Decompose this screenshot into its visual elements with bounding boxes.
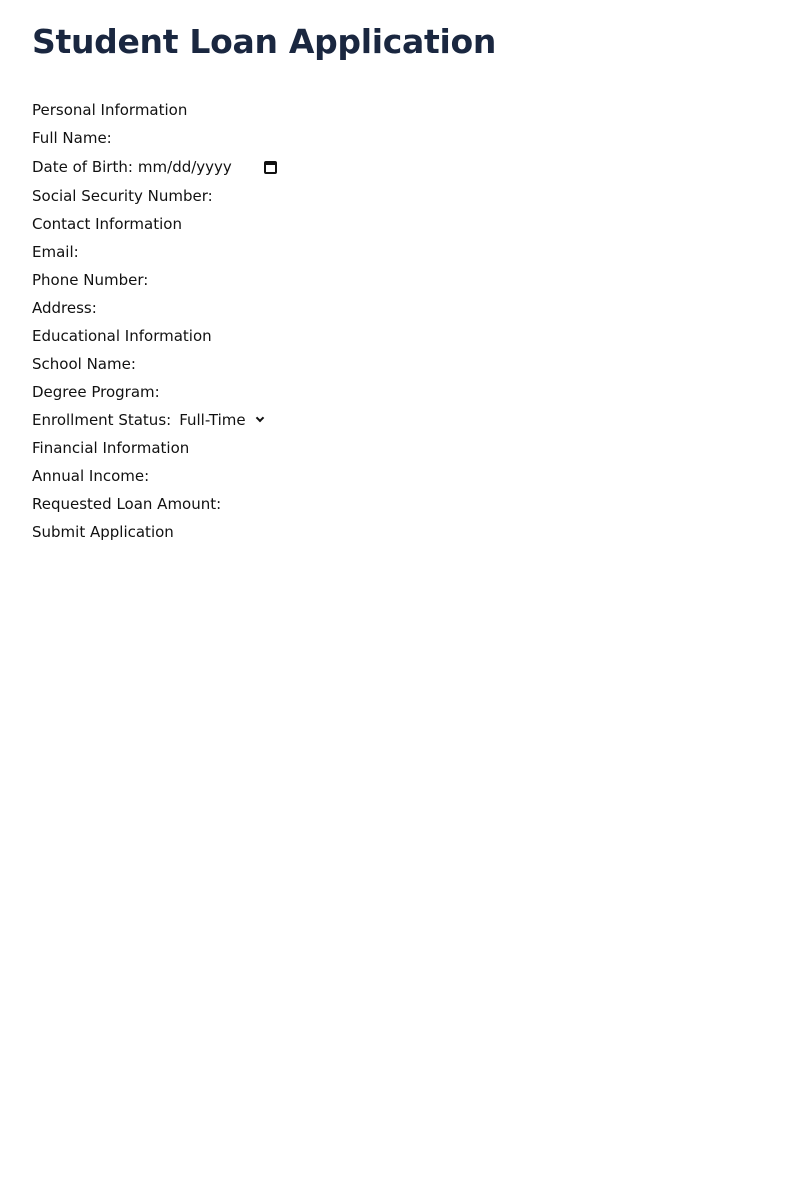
requested-loan-amount-row [32, 492, 221, 516]
degree-program-row [32, 380, 160, 404]
section-heading: Financial Information [32, 439, 190, 457]
annual-income-row [32, 464, 149, 488]
school-name-row [32, 352, 136, 376]
submit-row [32, 520, 174, 544]
section-personal-information [32, 98, 187, 122]
date-of-birth-placeholder: mm/dd/yyyy [137, 158, 232, 176]
enrollment-status-label: Enrollment Status: [32, 411, 172, 429]
date-of-birth-input[interactable] [138, 156, 277, 178]
section-financial-information [32, 436, 189, 460]
full-name-row [32, 126, 112, 150]
chevron-down-icon [255, 414, 263, 422]
enrollment-status-select[interactable] [179, 409, 262, 431]
full-name-label: Full Name: [32, 129, 112, 147]
annual-income-label: Annual Income: [32, 467, 150, 485]
ssn-row [32, 184, 213, 208]
date-of-birth-row [32, 155, 277, 179]
school-name-label: School Name: [32, 355, 136, 373]
enrollment-status-value: Full-Time [179, 411, 246, 429]
address-label: Address: [32, 299, 97, 317]
enrollment-status-row [32, 408, 263, 432]
page-title: Student Loan Application [32, 22, 497, 61]
section-educational-information [32, 324, 212, 348]
phone-label: Phone Number: [32, 271, 149, 289]
section-heading: Educational Information [32, 327, 212, 345]
degree-program-label: Degree Program: [32, 383, 160, 401]
requested-loan-amount-label: Requested Loan Amount: [32, 495, 222, 513]
submit-application-button[interactable]: Submit Application [32, 523, 174, 541]
ssn-label: Social Security Number: [32, 187, 213, 205]
section-heading: Contact Information [32, 215, 182, 233]
section-heading: Personal Information [32, 101, 188, 119]
phone-row [32, 268, 148, 292]
section-contact-information [32, 212, 182, 236]
address-row [32, 296, 97, 320]
date-of-birth-label: Date of Birth: [32, 158, 133, 176]
calendar-icon[interactable] [264, 161, 277, 174]
email-row [32, 240, 79, 264]
email-label: Email: [32, 243, 79, 261]
